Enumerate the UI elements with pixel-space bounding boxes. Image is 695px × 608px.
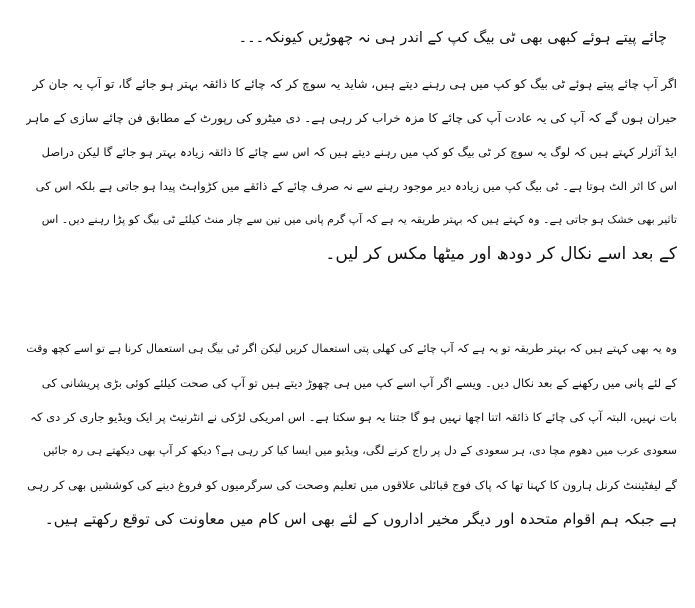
paragraph-line: کے بعد اسے نکال کر دودھ اور میٹھا مکس کر لیں۔ — [325, 244, 677, 264]
paragraph-line: گے لیفٹیننٹ کرنل ہارون کا کہنا تھا کہ پاک فوج قبائلی علاقوں میں تعلیم وصحت کی سرگرمیوں کو فروغ دینے کی کوششیں بھی کر رہی — [27, 478, 677, 492]
paragraph-2 — [26, 332, 677, 536]
paragraph-line: ہے جبکہ ہم اقوام متحدہ اور دیگر مخیر اداروں کے لئے بھی اس کام میں معاونت کی توقع رکھتے ہیں۔ — [44, 510, 677, 528]
paragraph-line: کے لئے پانی میں رکھنے کے بعد نکال دیں۔ ویسے اگر آپ اسے کپ میں ہی چھوڑ دیتے ہیں تو آپ کی صحت کیلئے کوئی بڑی پریشانی کی — [41, 376, 677, 390]
paragraph-line: وہ یہ بھی کہتے ہیں کہ بہتر طریقہ تو یہ ہے کہ آپ چائے کی کھلی پتی استعمال کریں لیکن اگر ٹی بیگ ہی استعمال کرنا ہے تو اسے کچھ وقت — [26, 342, 677, 355]
paragraph-1 — [26, 67, 677, 271]
paragraph-line: اس کا اثر الٹ ہوتا ہے۔ ٹی بیگ کپ میں زیادہ دیر موجود رہنے سے نہ صرف چائے کے ذائقے میں کڑواہٹ پیدا ہو جاتی ہے بلکہ اس کی — [35, 179, 677, 193]
paragraph-line: حیران ہوں گے کہ آپ کی یہ عادت آپ کی چائے کا مزہ خراب کر رہی ہے۔ دی میٹرو کی رپورٹ کے مطابق فن چائے سازی کے ماہر — [26, 111, 677, 125]
paragraph-line: بات نہیں، البتہ آپ کی چائے کا ذائقہ اتنا اچھا نہیں ہو گا جتنا یہ ہو سکتا ہے۔ اس امریکی لڑکی نے انٹرنیٹ پر ایک ویڈیو جاری کر دی کہ — [30, 410, 677, 424]
paragraph-line: اگر آپ چائے پیتے ہوئے ٹی بیگ کو کپ میں ہی رہنے دیتے ہیں، شاید یہ سوچ کر کہ چائے کا ذائقہ بہتر ہو جائے گا، تو آپ یہ جان کر — [32, 77, 677, 91]
paragraph-line: تاثیر بھی خشک ہو جاتی ہے۔ وہ کہتے ہیں کہ بہتر طریقہ یہ ہے کہ آپ گرم پانی میں تین سے چار منٹ کیلئے ٹی بیگ کو پڑا رہنے دیں۔ اس — [41, 213, 677, 226]
paragraph-line: ایڈ آئزلر کہتے ہیں کہ لوگ یہ سوچ کر ٹی بیگ کو کپ میں رہنے دیتے ہیں کہ اس سے چائے کا ذائقہ زیادہ بہتر ہو جائے گا لیکن دراصل — [41, 145, 677, 159]
paragraph-line: سعودی عرب میں دھوم مچا دی، ہر سعودی کے دل پر راج کرنے لگی، ویڈیو میں ایسا کیا کر رہی ہے؟ دیکھ کر آپ بھی دیکھتے ہی رہ جائیں — [43, 444, 677, 457]
article-headline: چائے پیتے ہوئے کبھی بھی ٹی بیگ کپ کے اندر ہی نہ چھوڑیں کیونکہ۔۔۔ — [238, 30, 667, 46]
